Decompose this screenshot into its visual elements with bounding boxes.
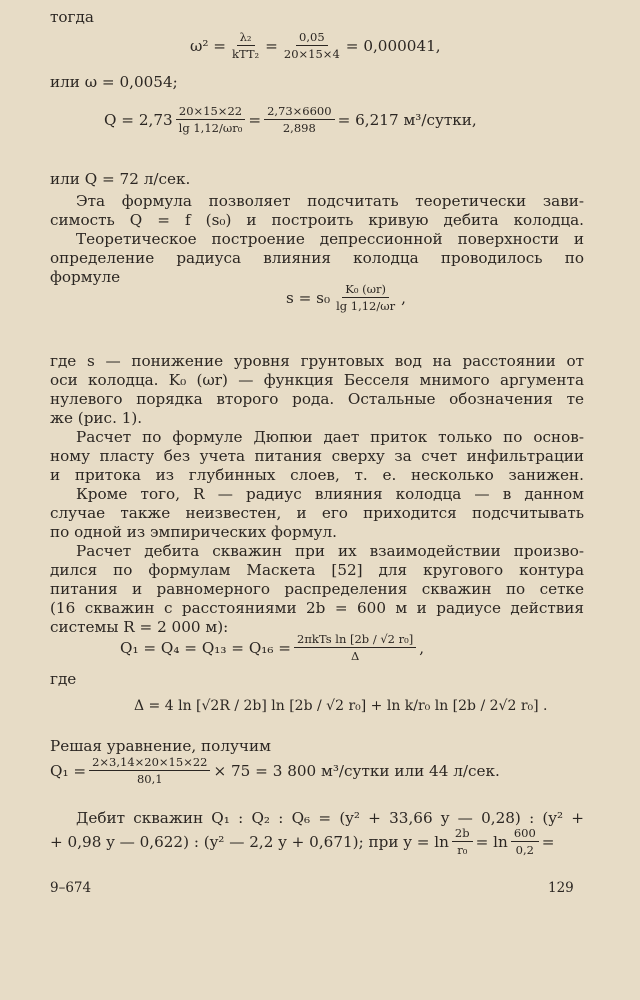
equation-delta: Δ = 4 ln [√2R / 2b] ln [2b / √2 r₀] + ln k/r₀ ln [2b / 2√2 r₀] . [134, 698, 548, 714]
text-line: Расчет по формуле Дюпюи дает приток только по основ- [76, 428, 584, 446]
fraction: $\frac{2b}{\text{r₀}}$ [452, 826, 473, 857]
text-line: симость Q = f (s₀) и построить кривую дебита колодца. [50, 211, 584, 229]
text-line: оси колодца. K₀ (ωr) — функция Бесселя мнимого аргумента [50, 371, 584, 389]
equation-maskett: Q₁ = Q₄ = Q₁₃ = Q₁₆ = $\frac{\text{2πkTs ln [2b / √2 r₀]}}{\Delta}$ , [120, 632, 425, 663]
equation-Q: Q = 2,73 $\frac{20\times 15\times 22}{\text{lg 1,12/ωr₀}}$ = $\frac{2,73\times 6600}{2,898}$ = 6,217 м³/сутки, [104, 104, 477, 135]
text-line: Теоретическое построение депрессионной поверхности и [76, 230, 584, 248]
page-number: 129 [548, 880, 574, 896]
text-line: же (рис. 1). [50, 409, 143, 427]
fraction: $\frac{2\times 3,14\times 20\times 15\times 22}{80,1}$ [89, 755, 210, 786]
text-line: случае также неизвестен, и его приходится подсчитывать [50, 504, 584, 522]
text-line: где [50, 670, 77, 688]
text-line: по одной из эмпирических формул. [50, 523, 337, 541]
text-line: дился по формулам Маскета [52] для кругового контура [50, 561, 584, 579]
equation-result: Q₁ = $\frac{2\times 3,14\times 20\times 15\times 22}{80,1}$ × 75 = 3 800 м³/сутки или 44 л/сек. [50, 755, 500, 786]
fraction: $\frac{\text{2πkTs ln [2b / √2 r₀]}}{\Delta}$ [294, 632, 416, 663]
text-line: Решая уравнение, получим [50, 737, 271, 755]
text-line: (16 скважин с расстояниями 2b = 600 м и радиусе действия [50, 599, 584, 617]
text-line: нулевого порядка второго рода. Остальные обозначения те [50, 390, 584, 408]
fraction: $\frac{\text{λ₂}}{\text{kTT₂}}$ [232, 30, 260, 61]
text-line: Расчет дебита скважин при их взаимодействии произво- [76, 542, 584, 560]
text-line: тогда [50, 8, 94, 26]
equation-s: s = s₀ $\frac{\text{K₀ (ωr)}}{\lg 1,12/\omega r}$ , [286, 282, 406, 313]
fraction: $\frac{\text{K₀ (ωr)}}{\lg 1,12/\omega r}$ [336, 282, 396, 313]
text-line: или Q = 72 л/сек. [50, 170, 191, 188]
text-line: формуле [50, 268, 121, 286]
text-line: или ω = 0,0054; [50, 73, 178, 91]
fraction: $\frac{600}{0,2}$ [511, 826, 539, 857]
text-line: Кроме того, R — радиус влияния колодца — в данном [76, 485, 584, 503]
printer-signature: 9–674 [50, 880, 92, 896]
text-line: определение радиуса влияния колодца проводилось по [50, 249, 584, 267]
text-line: Дебит скважин Q₁ : Q₂ : Q₆ = (y² + 33,66 y — 0,28) : (y² + [76, 809, 584, 827]
fraction: $\frac{2,73\times 6600}{2,898}$ [264, 104, 335, 135]
text-line: питания и равномерного распределения скважин по сетке [50, 580, 584, 598]
text-line: и притока из глубинных слоев, т. е. несколько занижен. [50, 466, 584, 484]
text-line: Эта формула позволяет подсчитать теоретически зави- [76, 192, 584, 210]
fraction: $\frac{0,05}{20\times 15\times 4}$ [283, 30, 340, 61]
text-line: где s — понижение уровня грунтовых вод на расстоянии от [50, 352, 584, 370]
equation-omega: ω² = $\frac{\text{λ₂}}{\text{kTT₂}}$ = $\frac{0,05}{20\times 15\times 4}$ = 0,000041, [190, 30, 441, 61]
text-line: системы R = 2 000 м): [50, 618, 229, 636]
equation-y: + 0,98 y — 0,622) : (y² — 2,2 y + 0,671); при y = ln $\frac{2b}{\text{r₀}}$ = ln $\frac{600}{0,2}$ = [50, 826, 555, 857]
fraction: $\frac{20\times 15\times 22}{\text{lg 1,12/ωr₀}}$ [176, 104, 246, 135]
text-line: ному пласту без учета питания сверху за счет инфильтрации [50, 447, 584, 465]
